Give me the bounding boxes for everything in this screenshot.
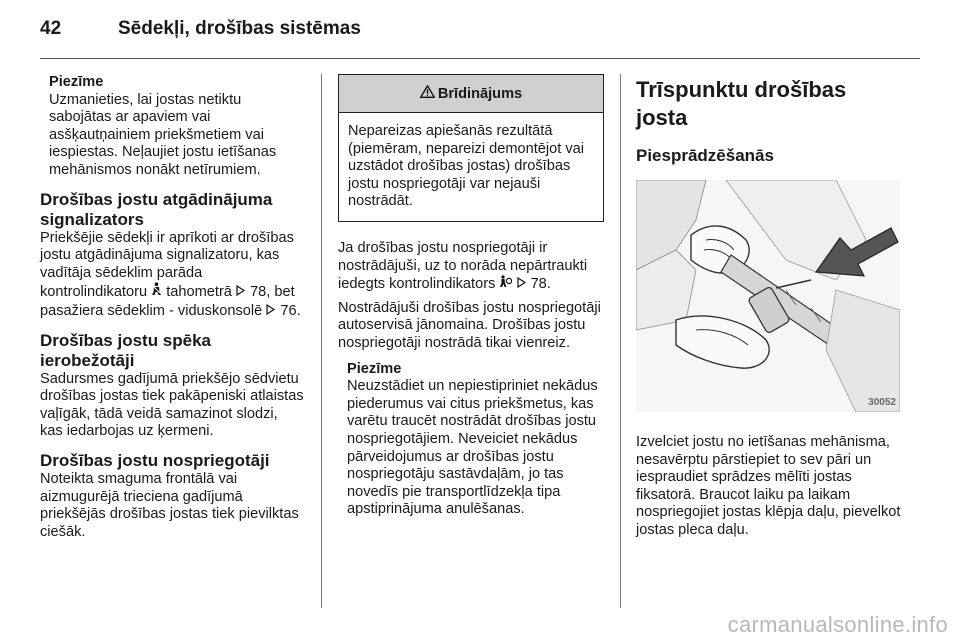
watermark: carmanualsonline.info [727,612,948,637]
ref-arrow-icon [517,275,527,293]
warning-triangle-icon [420,85,435,103]
column-divider-2 [620,74,621,608]
column-left [40,74,304,541]
reminder-text-2: tahometrā [166,284,232,301]
note-label-2: Piezīme [347,360,402,377]
para1-text: Ja drošības jostu nospriegotāji ir nostrādājuši, uz to norāda nepārtraukti iedegts kontrolindikators [338,239,588,293]
warning-header [339,75,603,113]
heading-pretensioner: Drošības jostu nospriegotāji [40,450,270,470]
pretensioner-paragraph: Noteikta smaguma frontālā vai aizmugurējā trieciena gadījumā priekšējās drošības jostas tiek pievilktas ciešāk. [40,470,299,540]
column-middle [338,74,604,519]
ref-arrow-icon [236,283,246,301]
note-text: Uzmanieties, lai jostas netiktu sabojātas ar apaviem vai asšķautņainiem priekšmetiem vai iespiestas. Neļaujiet jostu ietīšanas mehānismos nonākt netīrumiem. [49,91,277,178]
reminder-text-1: Priekšējie sēdekļi ir aprīkoti ar drošības jostu atgādinājuma signalizatoru, kas vadītāja sēdeklim parāda kontrolindikatoru [40,229,294,301]
subsection-title: Piesprādzēšanās [636,146,774,165]
header-divider [40,58,920,59]
pretensioner-indicator-paragraph [338,240,604,294]
reminder-ref-1: 78, bet pasažiera sēdeklim - [40,284,295,319]
reminder-paragraph [40,230,304,321]
page-header [40,18,361,48]
para1-ref: 78. [530,276,551,293]
airbag-indicator-icon [499,275,512,293]
warning-label: Brīdinājums [437,85,523,102]
note-text-2: Neuzstādiet un nepiestipriniet nekādus piederumus vai citus priekšmetus, kas varētu traucēt nostrādāt drošības jostu nospriegotājiem. Neveiciet nekādus pārveidojumus ar drošības jostu nospriegotāju sastāvdaļām, jo tas novedīs pie transportlīdzekļa tipa apstiprinājuma anulēšanas. [347,378,598,518]
seatbelt-illustration [636,180,900,412]
reminder-ref-2: 76. [280,302,301,319]
note-block-2 [338,361,604,519]
column-divider-1 [321,74,322,608]
column-right [636,74,902,540]
page-title: Sēdekļi, drošības sistēmas [118,18,361,39]
heading-force-limiter: Drošības jostu spēka ierobežotāji [40,330,212,370]
seatbelt-indicator-icon [151,282,162,301]
warning-text: Nepareizas apiešanās rezultātā (piemēram, nepareizi demontējot vai uzstādot drošības jostas) drošības jostu nospriegotāji var nejauši nostrādāt. [348,123,585,210]
reminder-text-3: viduskonsolē [177,302,263,319]
heading-belt-reminder: Drošības jostu atgādinājuma signalizators [40,189,273,229]
page-number: 42 [40,18,62,39]
illustration-number: 30052 [868,397,896,408]
fastening-paragraph: Izvelciet jostu no ietīšanas mehānisma, nesavērptu pārstiepiet to sev pāri un iespraudiet sprādzes mēlīti jostas fiksatorā. Braucot laiku pa laikam nospriegojiet jostas klēpja daļu, pievelkot jostas pleca daļu. [636,434,901,538]
limiter-paragraph: Sadursmes gadījumā priekšējo sēdvietu drošības jostas tiek pakāpeniski atlaistas vaļīgāk, tādā veidā samazinot slodzi, kas iedarbojas uz ķermeni. [40,370,304,440]
warning-box [338,74,604,222]
ref-arrow-icon [266,302,276,320]
seatbelt-illustration-drawing [636,180,900,412]
section-title: Trīspunktu drošības josta [636,77,847,130]
replacement-paragraph: Nostrādājuši drošības jostu nospriegotāji autoservisā jānomaina. Drošības jostu nospriegotāji nostrādā tikai vienreiz. [338,299,601,351]
note-label: Piezīme [49,74,104,90]
note-block [40,74,304,180]
